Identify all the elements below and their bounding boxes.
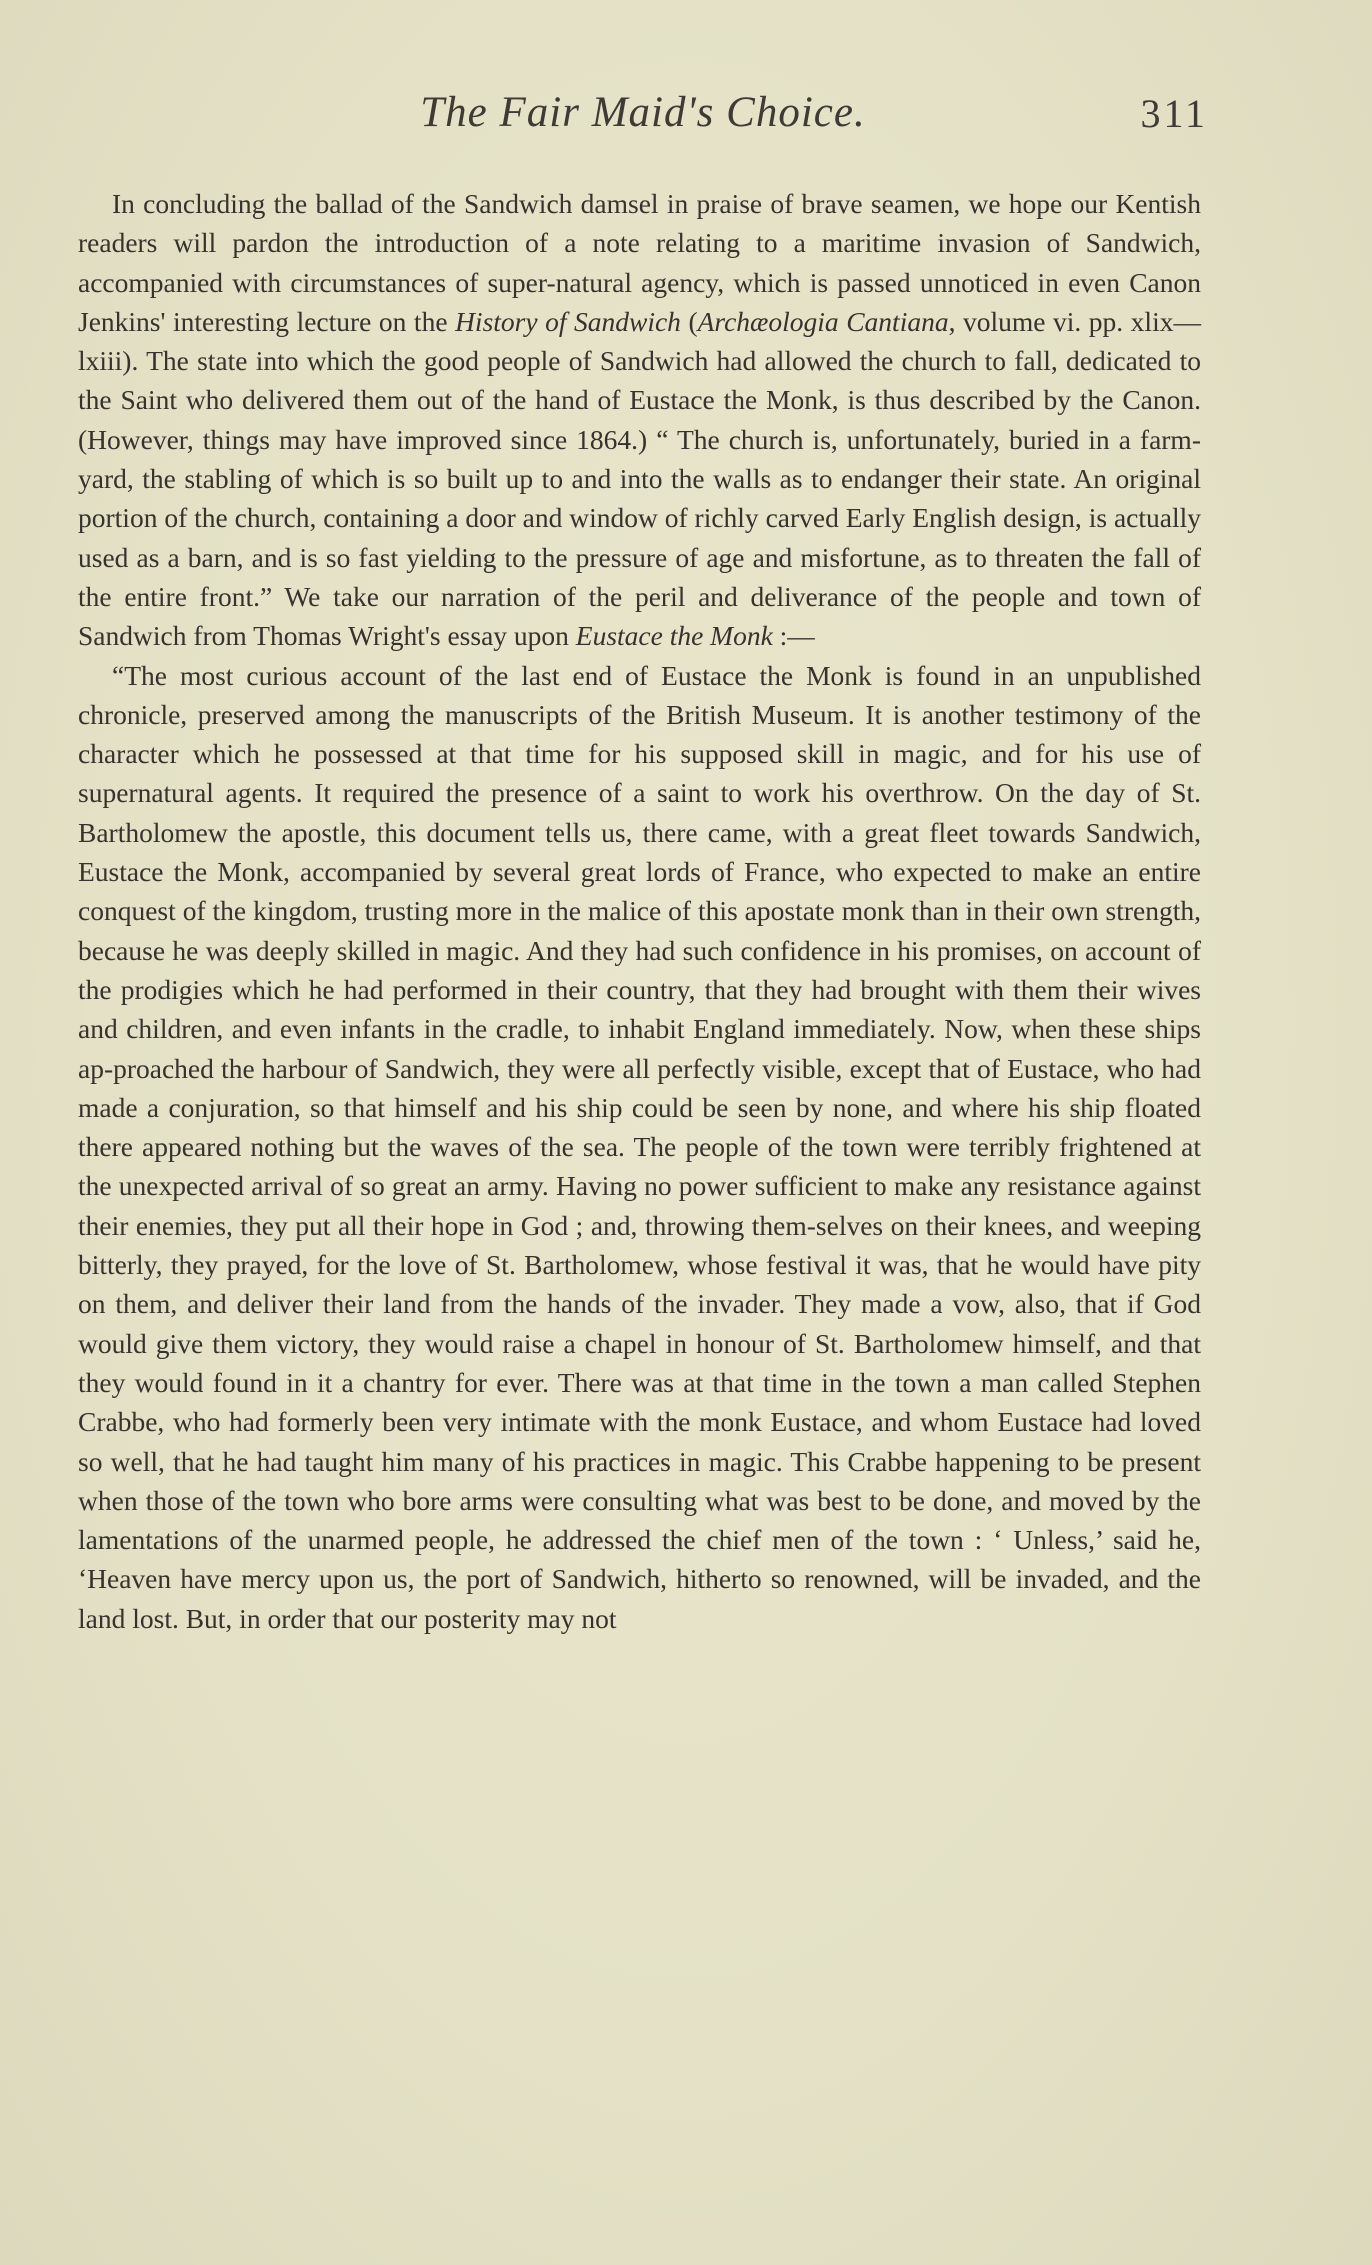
paragraph-quotation: “The most curious account of the last end of Eustace the Monk is found in an unpublished chronicle, preserved among the manuscripts of the British Museum. It is another testimony of the character which he possessed at that time for his supposed skill in magic, and for his use of supernatural agents. It required the presence of a saint to work his overthrow. On the day of St. Bartholomew the apostle, this document tells us, there came, with a great fleet towards Sandwich, Eustace the Monk, accompanied by several great lords of France, who expected to make an entire conquest of the kingdom, trusting more in the malice of this apostate monk than in their own strength, because he was deeply skilled in magic. And they had such confidence in his promises, on account of the prodigies which he had performed in their country, that they had brought with them their wives and children, and even infants in the cradle, to inhabit England immediately. Now, when these ships ap-proached the harbour of Sandwich, they were all perfectly visible, except that of Eustace, who had made a conjuration, so that himself and his ship could be seen by none, and where his ship floated there appeared nothing but the waves of the sea. The people of the town were terribly frightened at the unexpected arrival of so great an army. Having no power sufficient to make any resistance against their enemies, they put all their hope in God ; and, throwing them-selves on their knees, and weeping bitterly, they prayed, for the love of St. Bartholomew, whose festival it was, that he would have pity on them, and deliver their land from the hands of the invader. They made a vow, also, that if God would give them victory, they would raise a chapel in honour of St. Bartholomew himself, and that they would found in it a chantry for ever. There was at that time in the town a man called Stephen Crabbe, who had formerly been very intimate with the monk Eustace, and whom Eustace had loved so well, that he had taught him many of his practices in magic. This Crabbe happening to be present when those of the town who bore arms were consulting what was best to be done, and moved by the lamentations of the unarmed people, he addressed the chief men of the town : ‘ Unless,’ said he, ‘Heaven have mercy upon us, the port of Sandwich, hitherto so renowned, will be invaded, and the land lost. But, in order that our posterity may not [78,659,1201,1634]
italic-title: Archæologia Cantiana [697,305,949,337]
page-header [78,88,1208,148]
page-number: 311 [1140,91,1208,136]
body-text [78,184,1201,1638]
text-run: :— [772,620,815,652]
italic-title: History of Sandwich [455,305,681,337]
paragraph-introduction [78,184,1201,656]
text-run: ( [680,305,698,337]
text-run: In concluding the ballad of the Sandwich damsel in praise of brave seamen, we hope our Kentish readers will pardon the introduction of a note relating to a maritime invasion of Sandwich, accompanied with circumstances of super-natural agency, which is passed unnoticed in even Canon Jenkins' interesting lecture on the [78,188,1201,337]
italic-title: Eustace the Monk [575,620,773,652]
text-run: , volume vi. pp. xlix—lxiii). The state into which the good people of Sandwich had allowed the church to fall, dedicated to the Saint who delivered them out of the hand of Eustace the Monk, is thus described by the Canon. (However, things may have improved since 1864.) “ The church is, unfortunately, buried in a farm-yard, the stabling of which is so built up to and into the walls as to endanger their state. An original portion of the church, containing a door and window of richly carved Early English design, is actually used as a barn, and is so fast yielding to the pressure of age and misfortune, as to threaten the fall of the entire front.” We take our narration of the peril and deliverance of the people and town of Sandwich from Thomas Wright's essay upon [78,305,1201,652]
running-title: The Fair Maid's Choice. [420,89,866,136]
